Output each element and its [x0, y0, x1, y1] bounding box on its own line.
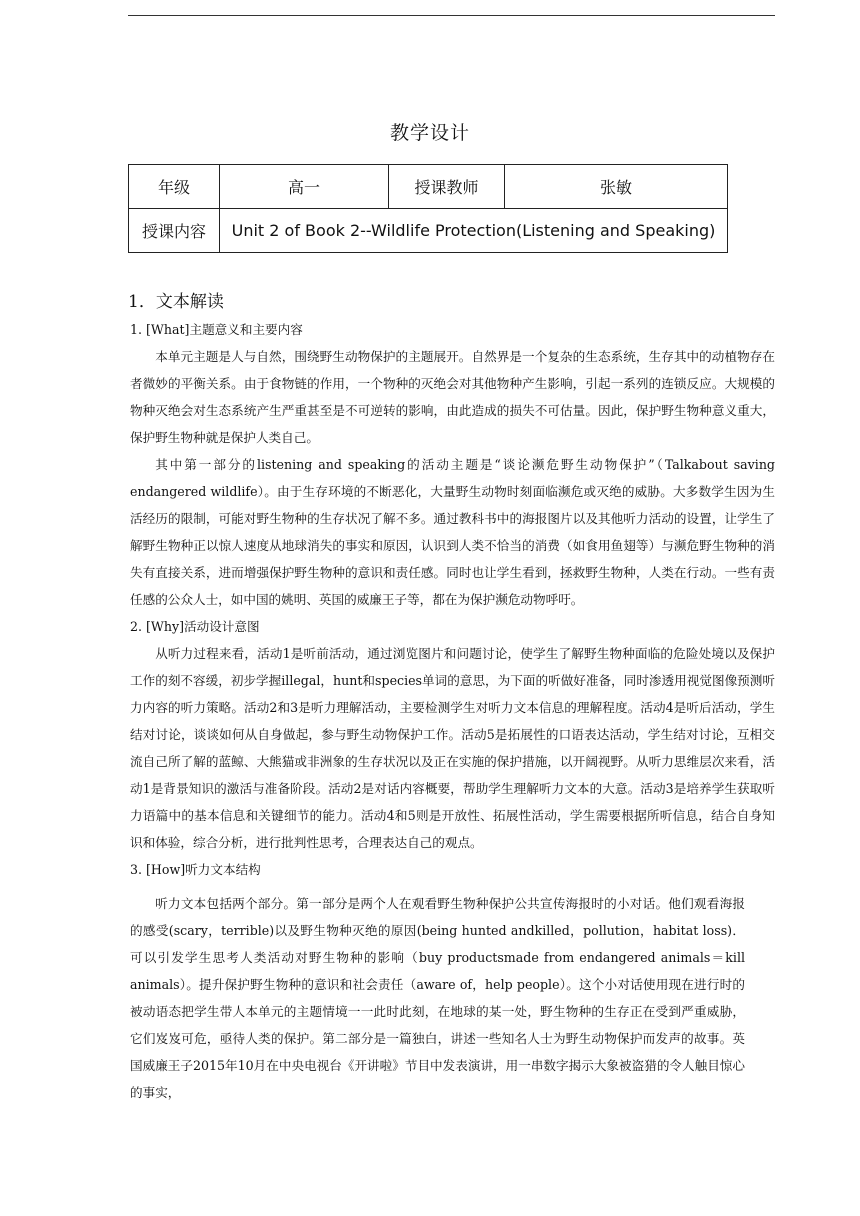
course-info-table	[128, 164, 728, 253]
what-paragraph-1: 本单元主题是人与自然，围绕野生动物保护的主题展开。自然界是一个复杂的生态系统，生存其中的动植物存在者微妙的平衡关系。由于食物链的作用，一个物种的灭绝会对其他物种产生影响，引起一系列的连锁反应。大规模的物种灭绝会对生态系统产生严重甚至是不可逆转的影响，由此造成的损失不可估量。因此，保护野生物种意义重大，保护野生物种就是保护人类自己。	[130, 349, 775, 445]
grade-label: 年级	[129, 165, 220, 209]
grade-value: 高一	[220, 165, 389, 209]
what-paragraph-2: 其中第一部分的listening and speaking的活动主题是“谈论濒危野生动物保护”（Talkabout saving endangered wildlife）。由于生存环境的不断恶化，大量野生动物时刻面临濒危或灭绝的威胁。大多数学生因为生活经历的限制，可能对野生物种的生存状况了解不多。通过教科书中的海报图片以及其他听力活动的设置，让学生了解野生物种正以惊人速度从地球消失的事实和原因，认识到人类不恰当的消费（如食用鱼翅等）与濒危野生物种的消失有直接关系，进而增强保护野生物种的意识和责任感。同时也让学生看到，拯救野生物种，人类在行动。一些有责任感的公众人士，如中国的姚明、英国的威廉王子等，都在为保护濒危动物呼吁。	[130, 457, 775, 607]
how-paragraph: 听力文本包括两个部分。第一部分是两个人在观看野生物种保护公共宣传海报时的小对话。他们观看海报的感受(scary，terrible)以及野生物种灭绝的原因(being hunted andkilled，pollution，habitat loss)．可以引发学生思考人类活动对野生物种的影响（buy productsmade from endangered animals＝kill animals）。提升保护野生物种的意识和社会责任（aware of，help people）。这个小对话使用现在进行时的被动语态把学生带人本单元的主题情境一一此时此刻，在地球的某一处，野生物种的生存正在受到严重威胁，它们岌岌可危，亟待人类的保护。第二部分是一篇独白，讲述一些知名人士为野生动物保护而发声的故事。英国威廉王子2015年10月在中央电视台《开讲啦》节目中发表演讲，用一串数字揭示大象被盗猎的令人触目惊心的事实，	[130, 896, 745, 1100]
content-value: Unit 2 of Book 2--Wildlife Protection(Listening and Speaking)	[220, 209, 728, 253]
table-row	[129, 165, 728, 209]
table-row	[129, 209, 728, 253]
section-heading: 1．文本解读	[128, 292, 224, 312]
teacher-value: 张敏	[505, 165, 728, 209]
document-title: 教学设计	[389, 122, 470, 144]
what-heading: 1. [What]主题意义和主要内容	[130, 322, 303, 337]
header-rule	[128, 15, 775, 16]
how-text	[130, 890, 745, 1106]
teacher-label: 授课教师	[389, 165, 505, 209]
how-heading: 3. [How]听力文本结构	[130, 862, 261, 877]
why-heading: 2. [Why]活动设计意图	[130, 619, 260, 634]
content-label: 授课内容	[129, 209, 220, 253]
body-text	[130, 316, 775, 883]
why-paragraph: 从听力过程来看，活动1是听前活动，通过浏览图片和问题讨论，使学生了解野生物种面临的危险处境以及保护工作的刻不容缓，初步学握illegal，hunt和species单词的意思，为下面的听做好准备，同时渗透用视觉图像预测听力内容的听力策略。活动2和3是听力理解活动，主要检测学生对听力文本信息的理解程度。活动4是听后活动，学生结对讨论，谈谈如何从自身做起，参与野生动物保护工作。活动5是拓展性的口语表达活动，学生结对讨论，互相交流自己所了解的蓝鲸、大熊猫或非洲象的生存状况以及正在实施的保护措施，以开阔视野。从听力思维层次来看，活动1是背景知识的激活与准备阶段。活动2是对话内容概要，帮助学生理解听力文本的大意。活动3是培养学生获取听力语篇中的基本信息和关键细节的能力。活动4和5则是开放性、拓展性活动，学生需要根据所听信息，结合自身知识和体验，综合分析，进行批判性思考，合理表达自己的观点。	[130, 646, 775, 850]
